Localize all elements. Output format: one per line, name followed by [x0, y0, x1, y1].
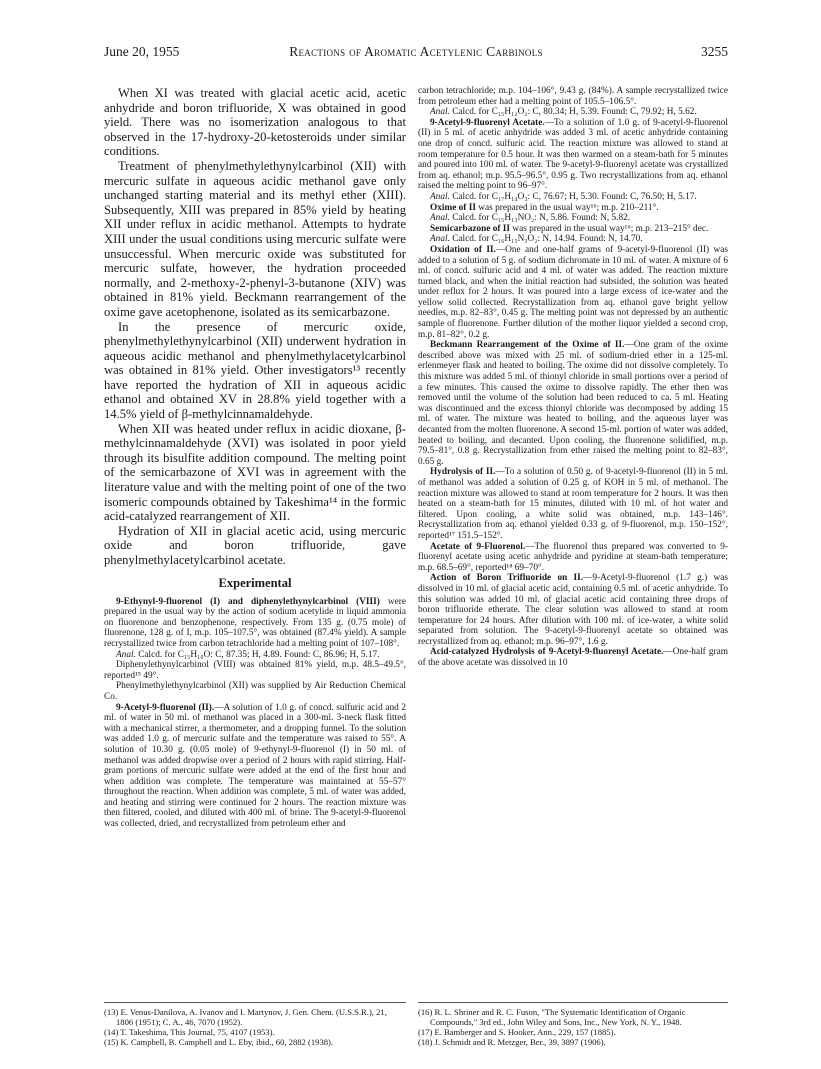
footnotes-left [104, 1002, 406, 1047]
body-paragraph: When XI was treated with glacial acetic acid, acetic anhydride and boron trifluoride, X was obtained in good yield. There was no isomerization analogous to that observed in the 17-hydroxy-20-ketosteroids under similar conditions. [104, 86, 406, 159]
footnote: (16) R. L. Shriner and R. C. Fuson, "The Systematic Identification of Organic Compounds," 3rd ed., John Wiley and Sons, Inc., New York, N. Y., 1948. [418, 1007, 686, 1027]
experimental-paragraph [418, 203, 728, 214]
anal-label: Anal. [430, 234, 450, 245]
compound-title: Acid-catalyzed Hydrolysis of 9-Acetyl-9-fluorenyl Acetate. [430, 647, 664, 658]
header-date: June 20, 1955 [104, 44, 180, 59]
paragraph-text: was prepared in the usual way¹⁶; m.p. 210–211°. [478, 202, 659, 213]
anal-label: Anal. [430, 107, 450, 118]
footnotes-right [418, 1002, 728, 1047]
compound-title: Hydrolysis of II. [430, 467, 496, 478]
body-paragraph: When XII was heated under reflux in acidic dioxane, β-methylcinnamaldehyde (XVI) was isolated in poor yield through its bisulfite addition compound. The melting point of the semicarbazone of XVI was in agreement with the literature value and with the melting point of one of the two isomeric compounds obtained by Takeshima¹⁴ in the formic acid-catalyzed rearrangement of XII. [104, 421, 406, 524]
analysis-paragraph [104, 650, 406, 661]
paragraph-text: was prepared in the usual way¹⁶; m.p. 213–215° dec. [512, 223, 709, 234]
paragraph-text: —To a solution of 1.0 g. of 9-acetyl-9-fluorenol (II) in 5 ml. of acetic anhydride was added 3 ml. of acetic anhydride containing one drop of concd. sulfuric acid. The reaction mixture was allowed to stand at room temperature for 0.5 hour. It was then warmed on a steam-bath for 5 minutes and poured into 100 ml. of water. The 9-acetyl-9-fluorenyl acetate was crystallized from aq. ethanol; m.p. 95.5–96.5°, 0.95 g. Two recrystallizations from aq. ethanol raised the melting point to 96–97°. [418, 117, 728, 192]
experimental-paragraph [418, 467, 728, 541]
right-column [418, 86, 728, 669]
paragraph-text: —One-half gram of the above acetate was dissolved in 10 [418, 647, 728, 669]
compound-title: Action of Boron Trifluoride on II. [430, 573, 584, 584]
experimental-paragraph: carbon tetrachloride; m.p. 104–106°, 9.43 g. (84%). A sample recrystallized twice from petroleum ether had a melting point of 105.5–106.5°. [418, 86, 728, 107]
paragraph-text: —One and one-half grams of 9-acetyl-9-fluorenol (II) was added to a solution of 5 g. of sodium dichromate in 10 ml. of water. A mixture of 6 ml. of concd. sulfuric acid and 4 ml. of water was added. The reaction mixture turned black, and when the initial reaction had subsided, the solution was heated under reflux for 2 hours. It was poured into a large excess of ice-water and the yellow solid collected. Recrystallization from aq. ethanol gave bright yellow needles, m.p. 82–83°, 0.45 g. The melting point was not depressed by an authentic sample of fluorenone. Further dilution of the mother liquor yielded a second crop, m.p. 81–82°, 0.2 g. [418, 244, 728, 340]
anal-label: Anal. [116, 649, 136, 660]
section-heading-experimental: Experimental [218, 575, 292, 590]
footnote: (15) K. Campbell, B. Campbell and L. Eby, ibid., 60, 2882 (1938). [104, 1037, 334, 1047]
experimental-paragraph [418, 647, 728, 668]
paragraph-text: Calcd. for C₁₆H₁₅N₃O₂: N, 14.94. Found: N, 14.70. [452, 234, 643, 245]
paragraph-text: —To a solution of 0.50 g. of 9-acetyl-9-fluorenol (II) in 5 ml. of methanol was added a solution of 0.25 g. of KOH in 5 ml. of methanol. The reaction mixture was allowed to stand at room temperature for 2 hours. It was then heated on a steam-bath for 15 minutes, diluted with 10 ml. of hot water and filtered. Upon cooling, a white solid was obtained, m.p. 143–146°. Recrystallization from aq. ethanol yielded 0.33 g. of 9-fluorenol, m.p. 150–152°, reported¹⁷ 151.5–152°. [418, 467, 728, 541]
header-running-title: Reactions of Aromatic Acetylenic Carbinols [289, 44, 543, 59]
paragraph-text: —One gram of the oxime described above was mixed with 25 ml. of sodium-dried ether in a 125-ml. erlenmeyer flask and heated to boiling. The oxime did not dissolve completely. To this mixture was added 5 ml. of thionyl chloride in small portions over a period of a few minutes. This caused the oxime to dissolve rapidly. The ether then was removed until the volume of the solution had been reduced to ca. 5 ml. Heating was discontinued and the excess thionyl chloride was decomposed by adding 15 ml. of water. The mixture was heated to boiling, and the aqueous layer was decanted from the molten fluorenone. A second 15-ml. portion of water was added, heated to boiling, and decanted. Upon cooling, the fluorenone solidified, m.p. 79.5–81°, 0.8 g. Recrystallization from ether raised the melting point to 82–83°, 0.65 g. [418, 340, 728, 467]
anal-label: Anal. [430, 213, 450, 224]
compound-title: Beckmann Rearrangement of the Oxime of II. [430, 340, 625, 351]
experimental-paragraph [418, 340, 728, 467]
body-paragraph: In the presence of mercuric oxide, phenylmethylethynylcarbinol (XII) underwent hydration in aqueous acidic methanol and phenylmethylacetylcarbinol was obtained in 81% yield. Other investigators¹³ recently have reported the hydration of XII in aqueous acidic ethanol and obtained XV in 28.8% yield together with a 14.5% yield of β-methylcinnamaldehyde. [104, 319, 406, 422]
compound-title: Acetate of 9-Fluorenol. [430, 541, 526, 552]
analysis-paragraph [418, 192, 728, 203]
paragraph-text: Calcd. for C₁₅H₁₀O: C, 87.35; H, 4.89. Found: C, 86.96; H, 5.17. [138, 649, 380, 660]
footnote: (18) J. Schmidt and R. Metzger, Ber., 39, 3897 (1906). [418, 1037, 606, 1047]
paragraph-text: Calcd. for C₁₅H₁₃NO₂: N, 5.86. Found: N, 5.82. [452, 213, 631, 224]
compound-title: 9-Acetyl-9-fluorenol (II). [116, 702, 215, 713]
analysis-paragraph [418, 107, 728, 118]
compound-title: Oxime of II [430, 202, 476, 213]
footnote: (17) E. Bamberger and S. Hooker, Ann., 229, 157 (1885). [418, 1027, 616, 1037]
experimental-paragraph [418, 118, 728, 192]
paragraph-text: Calcd. for C₁₇H₁₄O₃: C, 76.67; H, 5.30. Found: C, 76.50; H, 5.17. [452, 191, 697, 202]
paragraph-text: —9-Acetyl-9-fluorenol (1.7 g.) was dissolved in 10 ml. of glacial acetic acid, containing 0.5 ml. of acetic anhydride. To this solution was added 10 ml. of glacial acetic acid containing three drops of boron trifluoride etherate. The clear solution was allowed to stand at room temperature for 24 hours. After dilution with 100 ml. of ice-water, a white solid separated from solution. The 9-acetyl-9-fluorenyl acetate so obtained was recrystallized from aq. ethanol; m.p. 96–97°, 1.6 g. [418, 573, 728, 647]
compound-title: Semicarbazone of II [430, 223, 511, 234]
analysis-paragraph [418, 213, 728, 224]
header-page-number: 3255 [701, 44, 728, 59]
analysis-paragraph [418, 234, 728, 245]
page-header [104, 44, 728, 64]
experimental-paragraph [418, 245, 728, 340]
experimental-paragraph [418, 573, 728, 647]
paragraph-text: —The fluorenol thus prepared was converted to 9-fluorenyl acetate using acetic anhydride and pyridine at steam-bath temperature; m.p. 68.5–69°, reported¹⁸ 69–70°. [418, 541, 728, 573]
experimental-paragraph: Diphenylethynylcarbinol (VIII) was obtained 81% yield, m.p. 48.5–49.5°, reported¹⁵ 49°. [104, 660, 406, 681]
paragraph-text: were prepared in the usual way by the action of sodium acetylide in liquid ammonia on fluorenone and benzophenone, respectively. From 135 g. (0.75 mole) of fluorenone, 128 g. of I, m.p. 105–107.5°, was obtained (87.4% yield). A sample recrystallized twice from carbon tetrachloride had a melting point of 107–108°. [104, 596, 406, 649]
experimental-paragraph [104, 597, 406, 650]
experimental-paragraph [104, 703, 406, 830]
compound-title: 9-Acetyl-9-fluorenyl Acetate. [430, 117, 545, 128]
paragraph-text: Calcd. for C₁₅H₁₂O₂: C, 80.34; H, 5.39. Found: C, 79.92; H, 5.62. [452, 107, 697, 118]
body-paragraph: Hydration of XII in glacial acetic acid, using mercuric oxide and boron trifluoride, gave phenylmethylacetylcarbinol acetate. [104, 523, 406, 567]
footnote: (14) T. Takeshima, This Journal, 75, 4107 (1953). [104, 1027, 275, 1037]
compound-title: 9-Ethynyl-9-fluorenol (I) and diphenylethynylcarbinol (VIII) [116, 596, 380, 607]
anal-label: Anal. [430, 191, 450, 202]
paragraph-text: —A solution of 1.0 g. of concd. sulfuric acid and 2 ml. of water in 50 ml. of methanol was placed in a 300-ml. 3-neck flask fitted with a mechanical stirrer, a thermometer, and a dropping funnel. To the solution was added 1.0 g. of mercuric sulfate and the temperature was raised to 55°. A solution of 10.30 g. (0.05 mole) of 9-ethynyl-9-fluorenol (I) in 50 ml. of methanol was added dropwise over a period of 2 hours with rapid stirring. Half-gram portions of mercuric sulfate were added at the end of the first hour and when addition was complete. The temperature was maintained at 55–57° throughout the reaction. When addition was complete, 5 ml. of water was added, and heating and stirring were continued for 2 hours. The reaction mixture was then filtered, cooled, and diluted with 400 ml. of brine. The 9-acetyl-9-fluorenol was collected, dried, and recrystallized from petroleum ether and [104, 702, 406, 830]
compound-title: Oxidation of II. [430, 244, 496, 255]
left-column [104, 86, 406, 830]
experimental-paragraph [418, 542, 728, 574]
experimental-paragraph [418, 224, 728, 235]
body-paragraph: Treatment of phenylmethylethynylcarbinol (XII) with mercuric sulfate in aqueous acidic methanol gave only unchanged starting material and its methyl ether (XIII). Subsequently, XIII was prepared in 85% yield by heating XII under reflux in acidic methanol. Attempts to hydrate XIII under the usual conditions using mercuric sulfate were unsuccessful. When mercuric oxide was substituted for mercuric sulfate, however, the hydration proceeded normally, and 2-methoxy-2-phenyl-3-butanone (XIV) was obtained in 81% yield. Beckmann rearrangement of the oxime gave acetophenone, isolated as its semicarbazone. [104, 158, 406, 319]
footnote: (13) E. Venus-Danilova, A. Ivanov and I. Martynov, J. Gen. Chem. (U.S.S.R.), 21, 1806 (1951); C. A., 46, 7070 (1952). [104, 1007, 387, 1027]
experimental-paragraph: Phenylmethylethynylcarbinol (XII) was supplied by Air Reduction Chemical Co. [104, 681, 406, 702]
